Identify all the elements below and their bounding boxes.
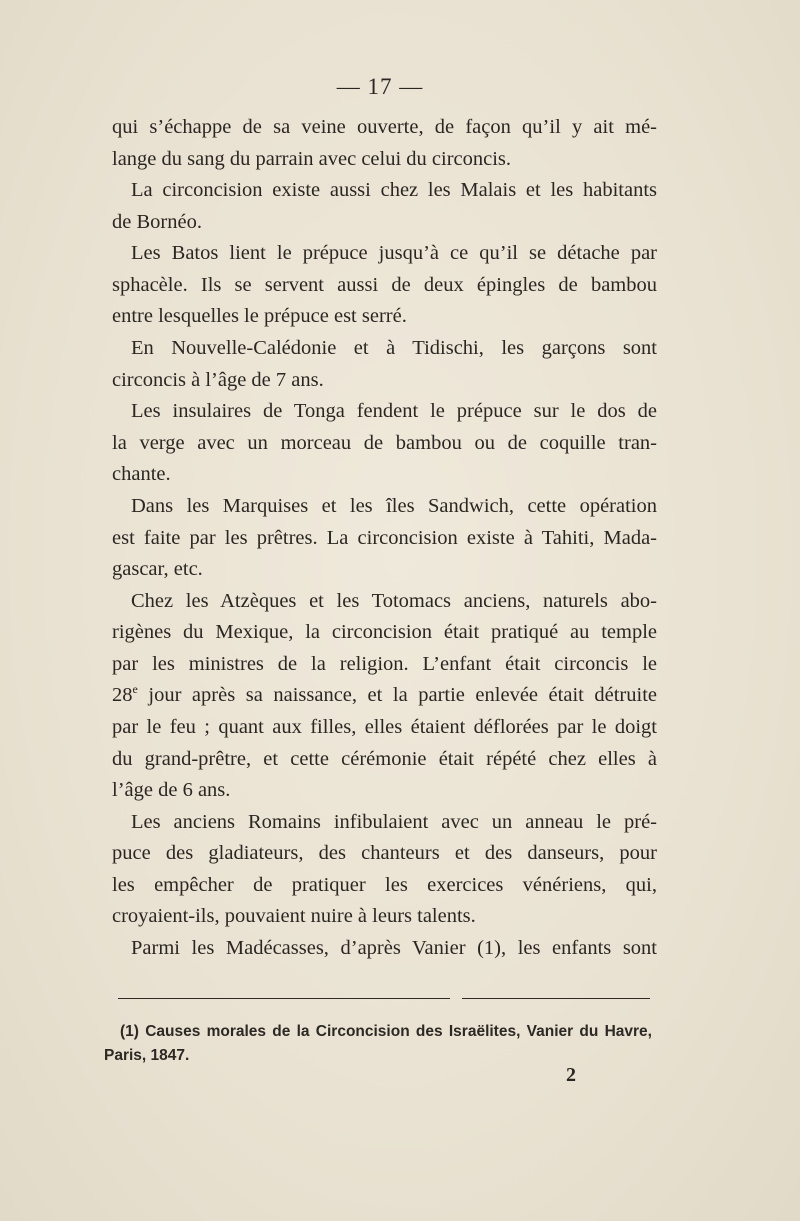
text-line: puce des gladiateurs, des chanteurs et des danseurs, pour <box>112 842 657 865</box>
body-text <box>112 112 657 965</box>
footnote <box>104 1020 652 1068</box>
footnote-separator <box>462 998 650 999</box>
footnote-line: (1) Causes morales de la Circoncision des Israëlites, Vanier du Havre, <box>120 1023 652 1040</box>
paragraph-start-line: En Nouvelle-Calédonie et à Tidischi, les garçons sont <box>131 337 657 360</box>
text-line: l’âge de 6 ans. <box>112 779 231 802</box>
text-line: les empêcher de pratiquer les exercices vénériens, qui, <box>112 873 657 896</box>
ordinal-suffix: e <box>132 682 138 697</box>
text-line: qui s’échappe de sa veine ouverte, de façon qu’il y ait mé- <box>112 116 657 138</box>
text-line: de Bornéo. <box>112 210 202 233</box>
text-line: entre lesquelles le prépuce est serré. <box>112 305 407 328</box>
text-line: gascar, etc. <box>112 558 203 581</box>
page-number: — 17 — <box>336 74 424 99</box>
text-line: par le feu ; quant aux filles, elles étaient déflorées par le doigt <box>112 715 657 738</box>
text-line: circoncis à l’âge de 7 ans. <box>112 368 324 391</box>
text-line: du grand-prêtre, et cette cérémonie était répété chez elles à <box>112 747 657 770</box>
text-line: la verge avec un morceau de bambou ou de coquille tran- <box>112 431 657 454</box>
text-line: chante. <box>112 463 171 486</box>
paragraph-start-line: La circoncision existe aussi chez les Malais et les habitants <box>131 179 657 202</box>
text-line: par les ministres de la religion. L’enfant était circoncis le <box>112 652 657 675</box>
line-remainder: jour après sa naissance, et la partie enlevée était détruite <box>137 684 657 707</box>
text-line: sphacèle. Ils se servent aussi de deux épingles de bambou <box>112 273 657 296</box>
text-line: croyaient-ils, pouvaient nuire à leurs talents. <box>112 905 476 928</box>
signature-mark: 2 <box>566 1064 576 1086</box>
ordinal-number: 28 <box>112 684 133 707</box>
paragraph-start-line: Chez les Atzèques et les Totomacs anciens, naturels abo- <box>131 589 657 612</box>
paragraph-start-line: Les insulaires de Tonga fendent le prépuce sur le dos de <box>131 400 657 423</box>
text-line: est faite par les prêtres. La circoncision existe à Tahiti, Mada- <box>112 526 657 549</box>
paragraph-start-line: Les anciens Romains infibulaient avec un anneau le pré- <box>131 810 657 833</box>
paragraph-start-line: Dans les Marquises et les îles Sandwich, cette opération <box>131 494 657 517</box>
text-line: lange du sang du parrain avec celui du circoncis. <box>112 147 512 170</box>
paragraph-start-line: Parmi les Madécasses, d’après Vanier (1), les enfants sont <box>131 937 657 960</box>
footnote-separator <box>118 998 450 999</box>
text-line: rigènes du Mexique, la circoncision était pratiqué au temple <box>112 621 657 644</box>
text-line-with-ordinal <box>112 680 657 712</box>
paragraph-start-line: Les Batos lient le prépuce jusqu’à ce qu’il se détache par <box>131 242 657 265</box>
footnote-line: Paris, 1847. <box>104 1047 190 1064</box>
